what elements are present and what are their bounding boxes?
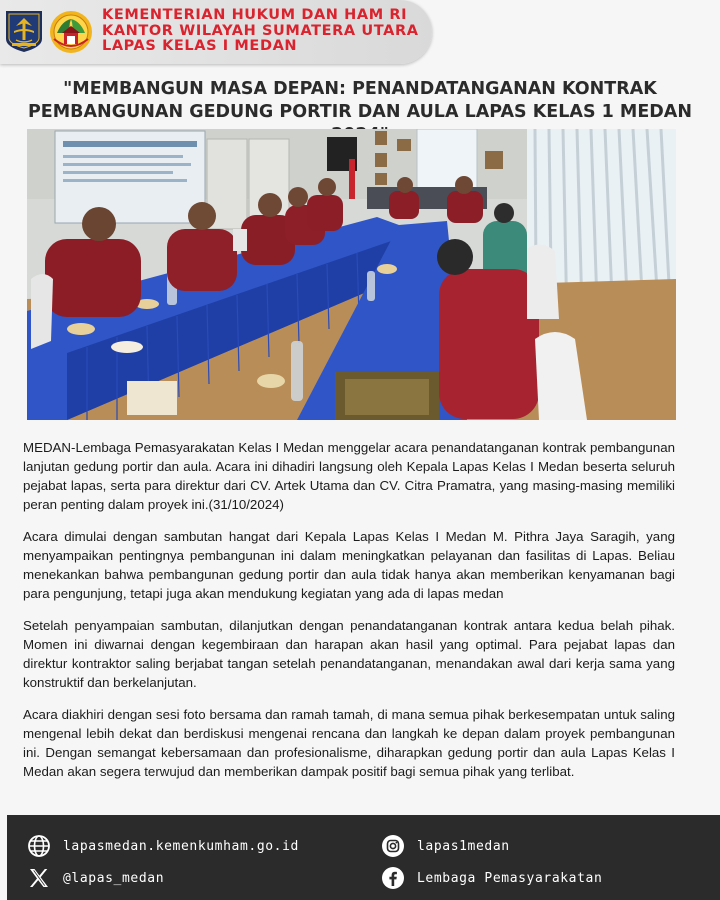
article-body	[23, 438, 675, 794]
footer-instagram[interactable]	[381, 834, 510, 858]
globe-icon	[27, 834, 51, 858]
paragraph-1: MEDAN-Lembaga Pemasyarakatan Kelas I Medan menggelar acara penandatanganan kontrak pembangunan lanjutan gedung portir dan aula. Acara ini dihadiri langsung oleh Kepala Lapas Kelas I Medan beserta seluruh pejabat lapas, serta para direktur dari CV. Artek Utama dan CV. Citra Pramatra, yang masing-masing memiliki peran penting dalam proyek ini.(31/10/2024)	[23, 440, 675, 512]
footer-website[interactable]	[27, 834, 299, 858]
title-line-1: "MEMBANGUN MASA DEPAN: PENANDATANGANAN KONTRAK	[63, 79, 657, 99]
pengayoman-logo-icon	[4, 9, 44, 53]
org-line-1: KEMENTERIAN HUKUM DAN HAM RI	[102, 7, 408, 23]
org-line-3: LAPAS KELAS I MEDAN	[102, 38, 298, 54]
website-text: lapasmedan.kemenkumham.go.id	[63, 838, 299, 854]
organization-name	[102, 8, 419, 55]
paragraph-4: Acara diakhiri dengan sesi foto bersama dan ramah tamah, di mana semua pihak berkesempatan untuk saling mengenal lebih dekat dan berdiskusi mengenai rencana dan langkah ke depan dalam proyek pembangunan ini. Dengan semangat kebersamaan dan profesionalisme, diharapkan gedung portir dan aula Lapas Kelas I Medan akan segera terwujud dan memberikan dampak positif bagi semua pihak yang terlibat.	[23, 707, 675, 779]
org-line-2: KANTOR WILAYAH SUMATERA UTARA	[102, 22, 419, 39]
instagram-text: lapas1medan	[417, 838, 510, 854]
facebook-text: Lembaga Pemasyarakatan	[417, 870, 603, 886]
x-logo-icon	[27, 866, 51, 890]
twitter-text: @lapas_medan	[63, 870, 165, 886]
paragraph-2: Acara dimulai dengan sambutan hangat dari Kepala Lapas Kelas I Medan M. Pithra Jaya Saragih, yang menyampaikan pentingnya pembangunan ini dalam meningkatkan pelayanan dan fasilitas di Lapas. Beliau menekankan bahwa pembangunan gedung portir dan aula tidak hanya akan memberikan kenyamanan bagi para pengunjung, tetapi juga akan mendukung kegiatan yang ada di lapas medan	[23, 529, 675, 601]
instagram-icon	[381, 834, 405, 858]
meeting-room-photo	[27, 129, 676, 420]
paragraph-3: Setelah penyampaian sambutan, dilanjutkan dengan penandatanganan kontrak antara kedua belah pihak. Momen ini diwarnai dengan kegembiraan dan harapan akan hasil yang optimal. Para pejabat lapas dan direktur kontraktor saling berjabat tangan setelah penandatanganan, menandakan awal dari kerja sama yang konstruktif dan berkelanjutan.	[23, 618, 675, 690]
facebook-icon	[381, 866, 405, 890]
pemasyarakatan-logo-icon	[48, 9, 94, 55]
footer-bar	[7, 815, 720, 900]
footer-facebook[interactable]	[381, 866, 602, 890]
title-line-2: PEMBANGUNAN GEDUNG PORTIR DAN AULA LAPAS KELAS 1 MEDAN	[27, 102, 693, 122]
footer-twitter[interactable]	[27, 866, 164, 890]
